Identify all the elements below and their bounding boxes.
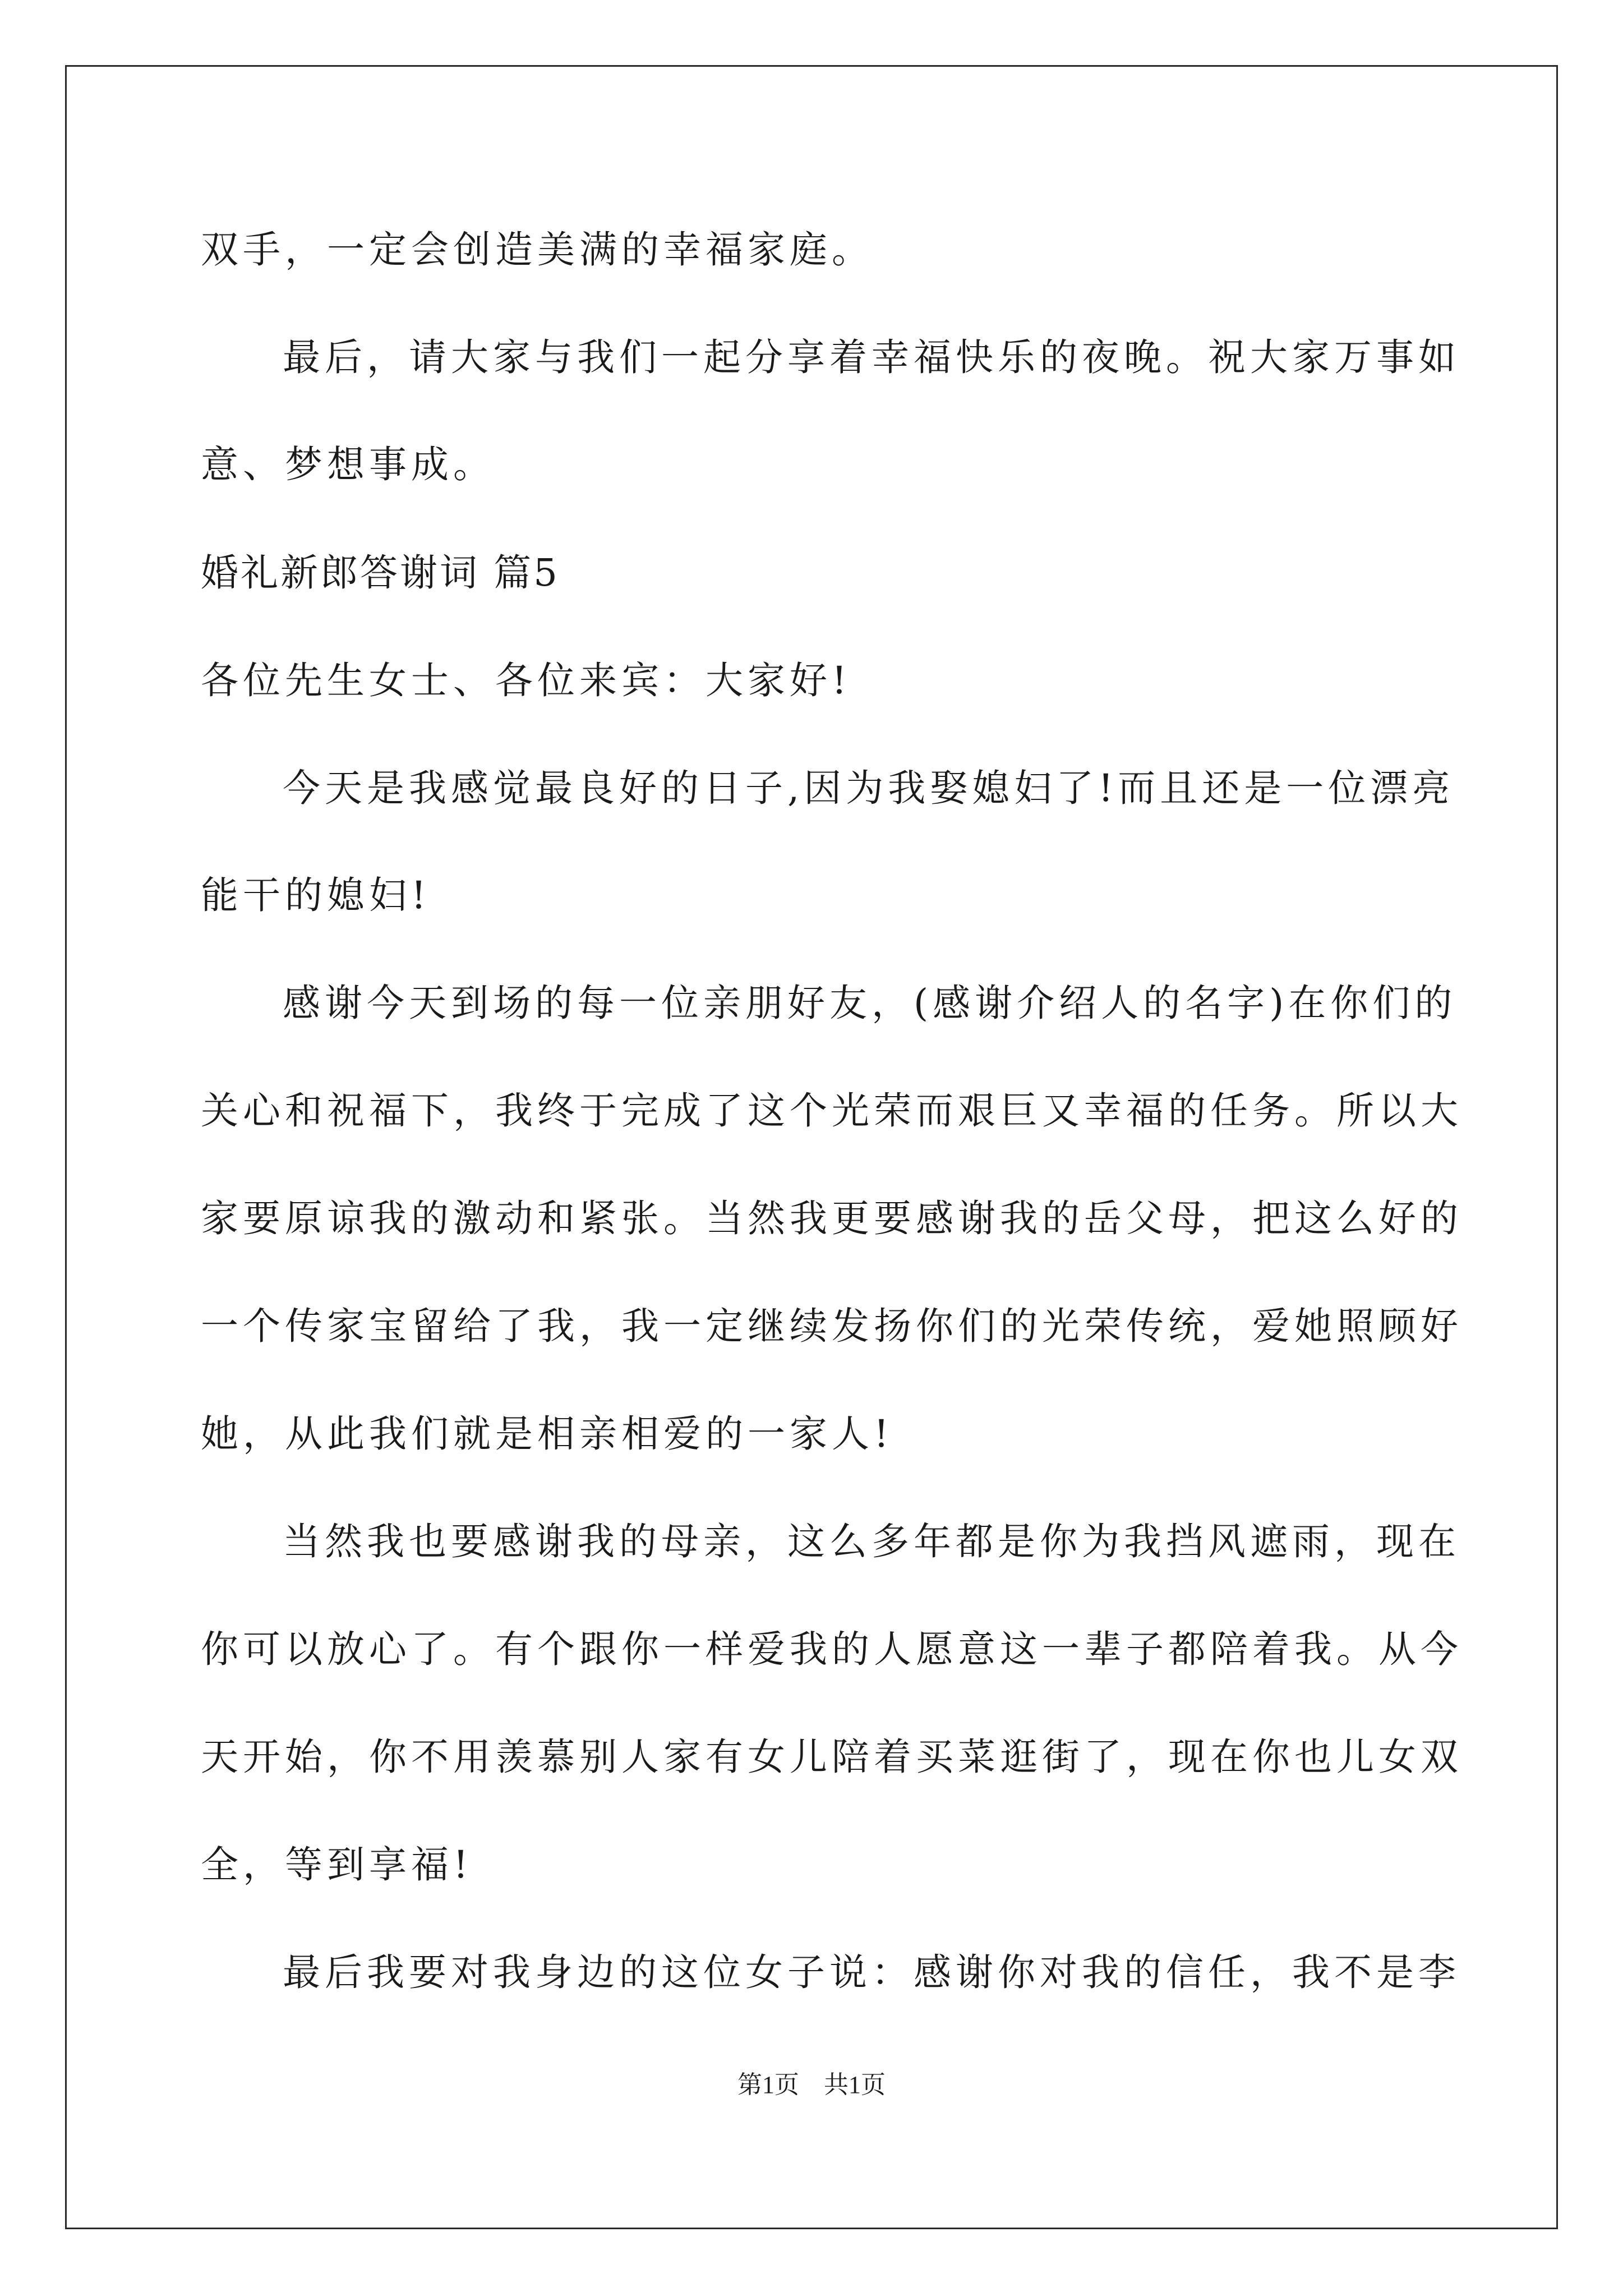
text-line: 家要原谅我的激动和紧张。当然我更要感谢我的岳父母，把这么好的 <box>201 1197 1463 1240</box>
text-line: 最后，请大家与我们一起分享着幸福快乐的夜晚。祝大家万事如 <box>283 335 1460 379</box>
text-line: 她，从此我们就是相亲相爱的一家人! <box>201 1412 893 1456</box>
section-heading: 婚礼新郎答谢词 篇5 <box>201 551 560 595</box>
text-line: 一个传家宝留给了我，我一定继续发扬你们的光荣传统，爱她照顾好 <box>201 1304 1463 1348</box>
text-line: 天开始，你不用羡慕别人家有女儿陪着买菜逛街了，现在你也儿女双 <box>201 1735 1463 1779</box>
page-number-footer: 第1页 共1页 <box>737 2071 886 2099</box>
text-line: 今天是我感觉最良好的日子,因为我娶媳妇了!而且还是一位漂亮 <box>283 766 1455 810</box>
text-line: 最后我要对我身边的这位女子说：感谢你对我的信任，我不是李 <box>283 1950 1460 1994</box>
text-line: 你可以放心了。有个跟你一样爱我的人愿意这一辈子都陪着我。从今 <box>201 1627 1463 1671</box>
text-line: 双手，一定会创造美满的幸福家庭。 <box>201 228 874 272</box>
text-line: 全，等到享福! <box>201 1843 473 1887</box>
text-line: 关心和祝福下，我终于完成了这个光荣而艰巨又幸福的任务。所以大 <box>201 1089 1463 1133</box>
text-line: 各位先生女士、各位来宾：大家好! <box>201 659 851 702</box>
text-line: 当然我也要感谢我的母亲，这么多年都是你为我挡风遮雨，现在 <box>283 1520 1460 1563</box>
text-line: 感谢今天到场的每一位亲朋好友，(感谢介绍人的名字)在你们的 <box>283 981 1457 1025</box>
page-frame <box>65 65 1558 2229</box>
text-line: 能干的媳妇! <box>201 873 431 917</box>
text-line: 意、梦想事成。 <box>201 443 495 486</box>
